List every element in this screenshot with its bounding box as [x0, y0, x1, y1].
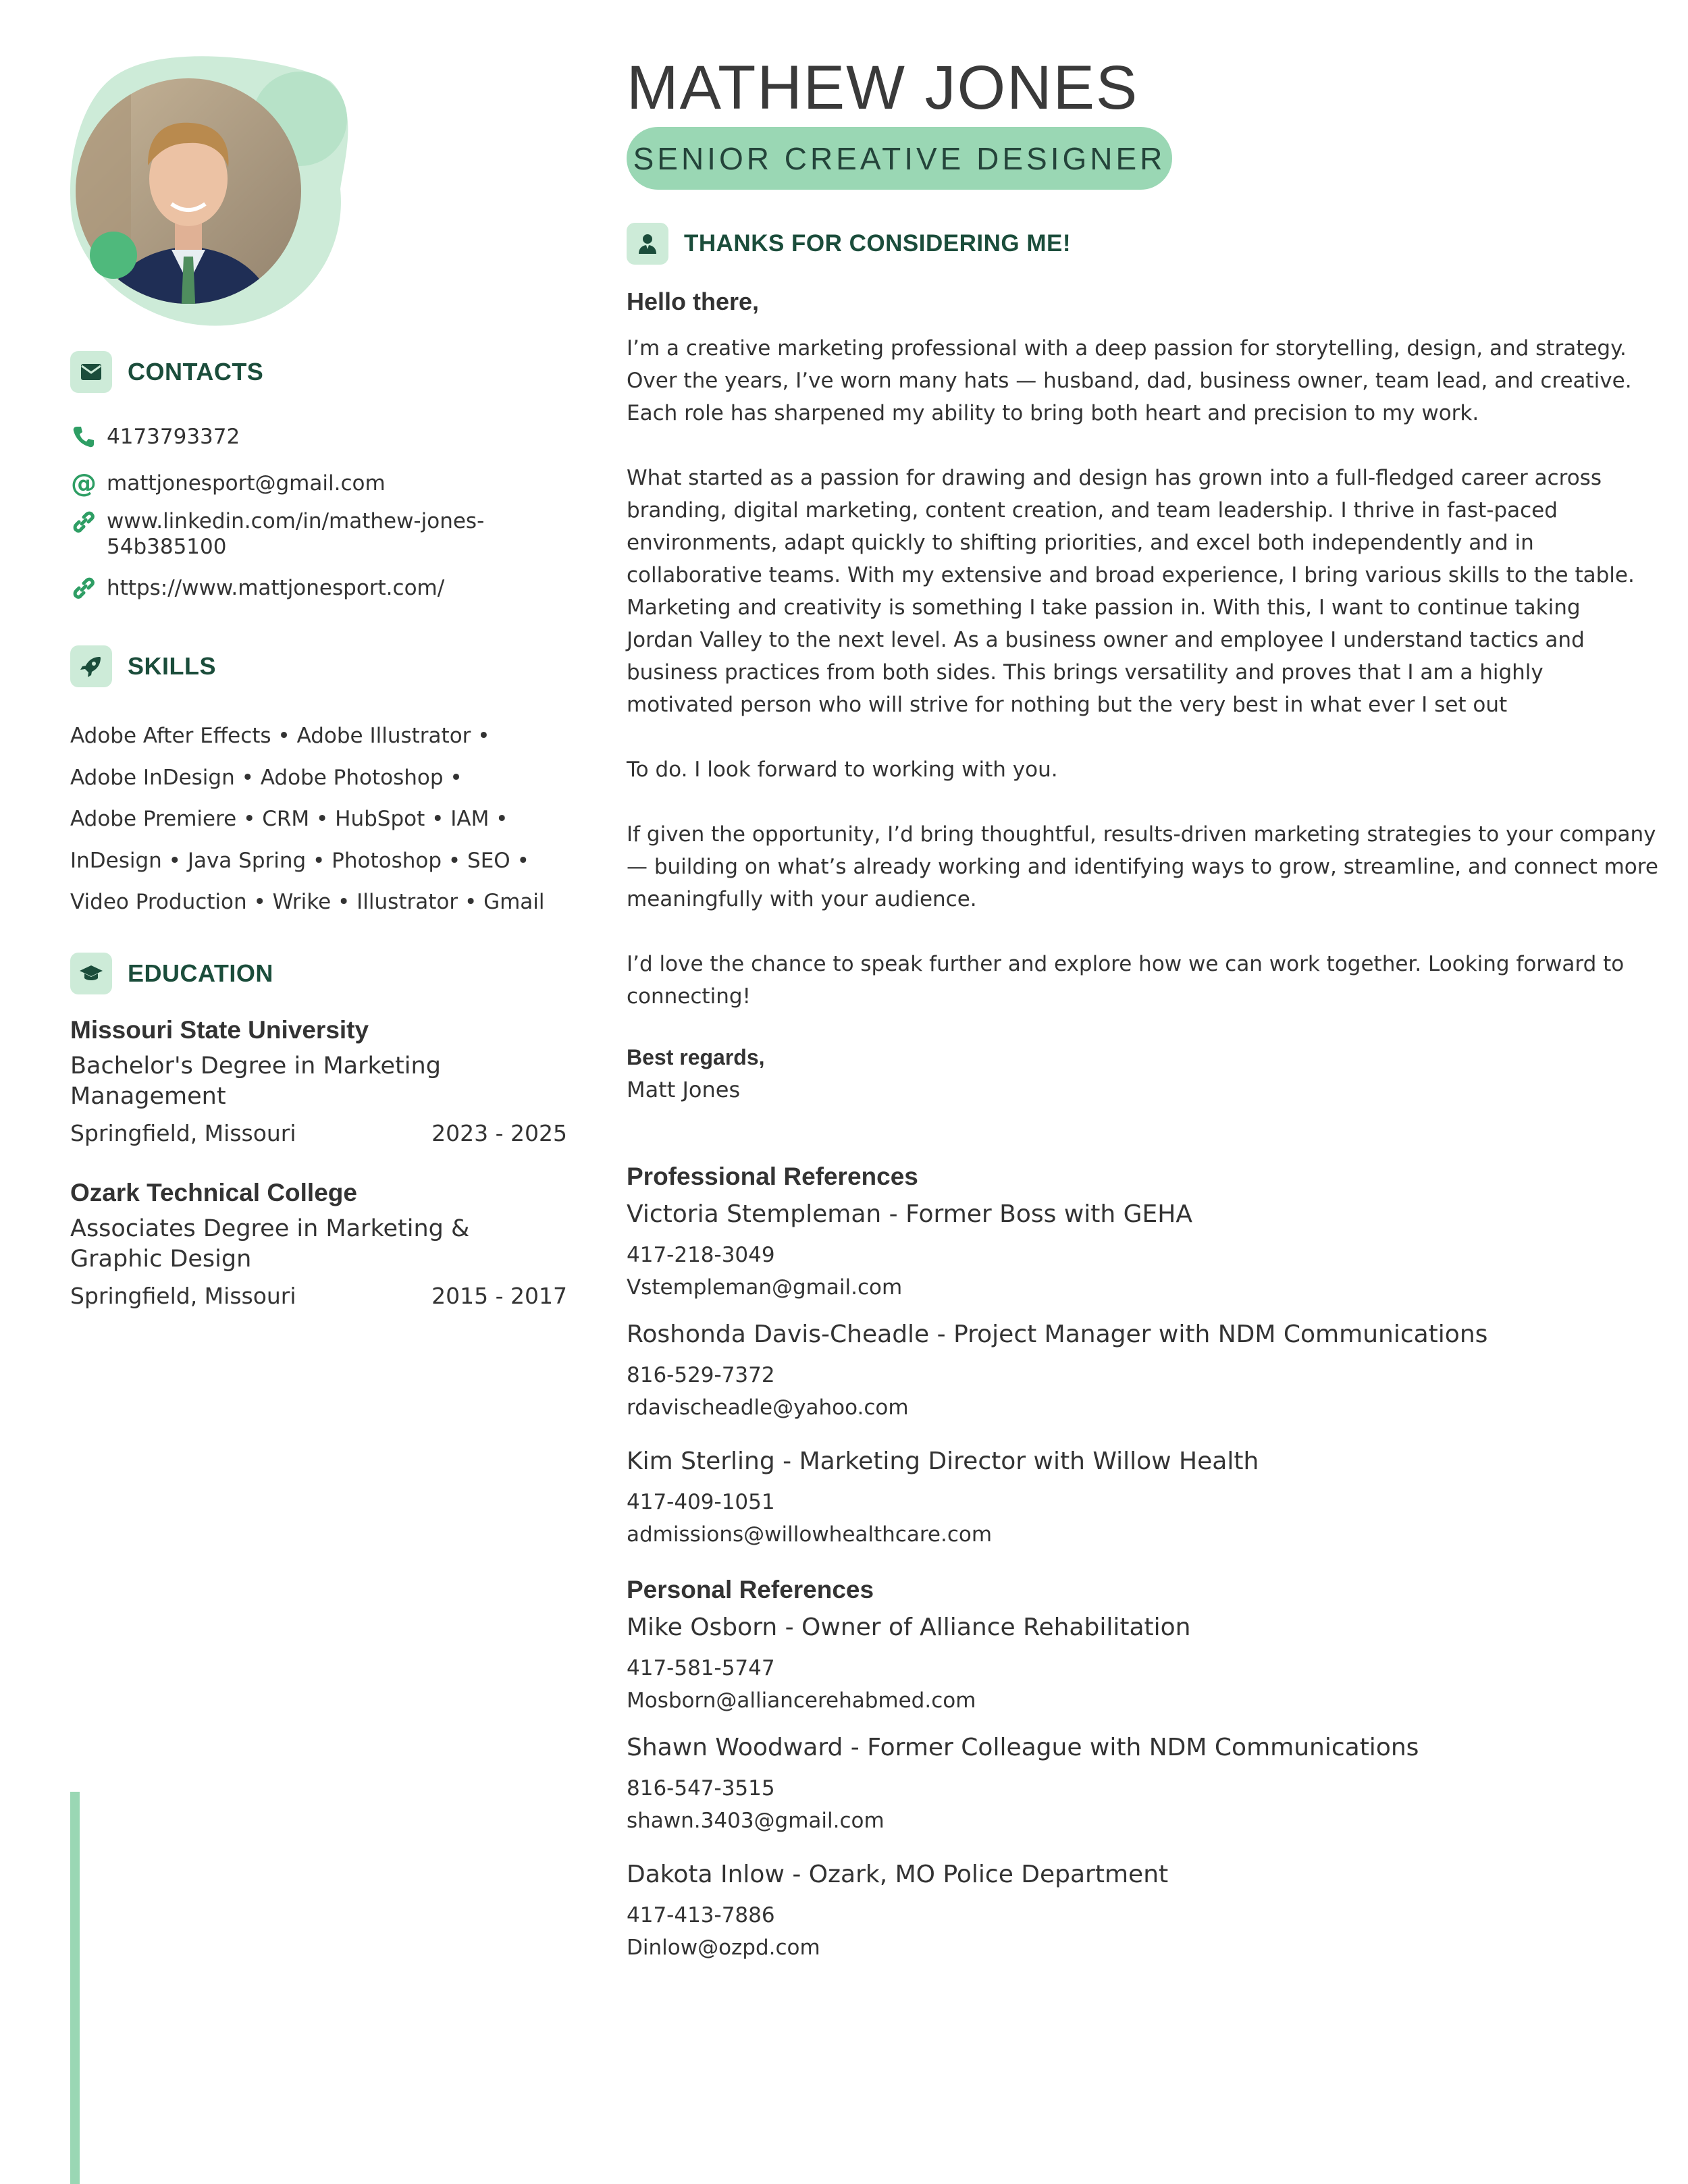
- personal-references-heading: Personal References: [627, 1576, 874, 1603]
- graduation-cap-icon: [70, 953, 112, 994]
- reference-item: [627, 1200, 1192, 1300]
- contact-email[interactable]: [70, 470, 386, 497]
- professional-references-heading: Professional References: [627, 1163, 918, 1190]
- reference-name: Victoria Stempleman - Former Boss with GEHA: [627, 1200, 1193, 1228]
- link-icon: [70, 575, 97, 602]
- at-sign-icon: @: [71, 469, 97, 498]
- profile-photo: [70, 54, 354, 338]
- reference-phone: 816-547-3515: [627, 1776, 775, 1801]
- contacts-title: CONTACTS: [128, 358, 264, 385]
- envelope-icon: [70, 351, 112, 393]
- reference-name: Mike Osborn - Owner of Alliance Rehabilitation: [627, 1614, 1191, 1641]
- skills-title: SKILLS: [128, 652, 217, 680]
- school-name: Missouri State University: [70, 1016, 369, 1044]
- reference-email: Vstempleman@gmail.com: [627, 1275, 903, 1300]
- reference-item: [627, 1734, 1419, 1833]
- reference-name: Kim Sterling - Marketing Director with Willow Health: [627, 1447, 1259, 1475]
- letter-paragraph: I’m a creative marketing professional with a deep passion for storytelling, design, and strategy. Over the years, I’ve worn many hats — husband, dad, business owner, team lead, and creative. Each role has sharpened my ability to bring both heart and precision to my work.: [627, 336, 1632, 425]
- letter-paragraph: I’d love the chance to speak further and explore how we can work together. Looking forward to connecting!: [627, 952, 1625, 1009]
- signature: Matt Jones: [627, 1077, 741, 1102]
- reference-phone: 816-529-7372: [627, 1363, 775, 1387]
- linkedin-value: www.linkedin.com/in/mathew-jones-54b385100: [107, 509, 485, 559]
- reference-email: Mosborn@alliancerehabmed.com: [627, 1688, 976, 1713]
- location: Springfield, Missouri: [70, 1283, 296, 1309]
- greeting: Hello there,: [627, 288, 760, 315]
- reference-phone: 417-218-3049: [627, 1243, 775, 1267]
- letter-paragraph: What started as a passion for drawing and design has grown into a full-fledged career across branding, digital marketing, content creation, and team leadership. I thrive in fast-paced environments, adapt quickly to shifting priorities, and excel both independently and in collaborative teams. With my extensive and broad experience, I bring various skills to the table. Marketing and creativity is something I take passion in. With this, I want to continue taking Jordan Valley to the next level. As a business owner and employee I understand tactics and business practices from both sides. This brings versatility and proves that I am a highly motivated person who will strive for nothing but the very best in what ever I set out: [627, 466, 1635, 717]
- skills-header: [70, 645, 216, 687]
- skills-line: Adobe InDesign • Adobe Photoshop •: [70, 765, 463, 790]
- photo-frame: [70, 54, 354, 338]
- contact-website[interactable]: [70, 575, 444, 602]
- phone-icon: [70, 423, 97, 450]
- letter-paragraph: If given the opportunity, I’d bring thoughtful, results-driven marketing strategies to your company — building on what’s already working and identifying ways to grow, streamline, and connect more meaningfully with your audience.: [627, 822, 1658, 911]
- contacts-header: [70, 351, 263, 393]
- email-value: mattjonesport@gmail.com: [107, 471, 386, 496]
- years: 2015 - 2017: [431, 1283, 567, 1309]
- contact-linkedin[interactable]: [70, 508, 539, 560]
- reference-phone: 417-413-7886: [627, 1903, 775, 1927]
- accent-bar: [70, 1792, 80, 2184]
- reference-email: shawn.3403@gmail.com: [627, 1809, 885, 1833]
- years: 2023 - 2025: [431, 1120, 567, 1146]
- school-name: Ozark Technical College: [70, 1179, 357, 1206]
- degree: Bachelor's Degree in Marketing Management: [70, 1053, 441, 1110]
- letter-header: [627, 223, 1071, 265]
- letter-paragraph: To do. I look forward to working with you.: [627, 757, 1058, 782]
- reference-email: rdavischeadle@yahoo.com: [627, 1395, 909, 1420]
- user-icon: [627, 223, 668, 265]
- reference-phone: 417-581-5747: [627, 1656, 775, 1680]
- reference-name: Shawn Woodward - Former Colleague with NDM Communications: [627, 1734, 1419, 1761]
- cover-letter-body: [627, 332, 1658, 1045]
- reference-item: [627, 1861, 1168, 1960]
- closing: Best regards,: [627, 1045, 765, 1069]
- skills-line: Video Production • Wrike • Illustrator • Gmail: [70, 890, 545, 914]
- job-title: SENIOR CREATIVE DESIGNER: [633, 140, 1166, 176]
- education-item: [70, 1016, 567, 1146]
- letter-title: THANKS FOR CONSIDERING ME!: [684, 230, 1071, 257]
- skills-line: Adobe After Effects • Adobe Illustrator •: [70, 724, 490, 748]
- reference-name: Dakota Inlow - Ozark, MO Police Department: [627, 1861, 1169, 1888]
- education-item: [70, 1179, 567, 1309]
- reference-item: [627, 1447, 1259, 1547]
- reference-name: Roshonda Davis-Cheadle - Project Manager with NDM Communications: [627, 1321, 1488, 1348]
- reference-phone: 417-409-1051: [627, 1490, 775, 1514]
- link-icon: [70, 508, 97, 535]
- contact-phone[interactable]: [70, 423, 240, 450]
- reference-item: [627, 1321, 1487, 1420]
- reference-email: Dinlow@ozpd.com: [627, 1936, 820, 1960]
- skills-list: [70, 716, 570, 924]
- reference-item: [627, 1614, 1191, 1713]
- rocket-icon: [70, 645, 112, 687]
- reference-email: admissions@willowhealthcare.com: [627, 1522, 993, 1547]
- website-value: https://www.mattjonesport.com/: [107, 576, 445, 600]
- education-header: [70, 953, 273, 994]
- job-title-badge: [627, 127, 1172, 190]
- degree: Associates Degree in Marketing & Graphic Design: [70, 1215, 470, 1273]
- skills-line: Adobe Premiere • CRM • HubSpot • IAM •: [70, 807, 508, 831]
- education-title: EDUCATION: [128, 959, 273, 987]
- phone-value: 4173793372: [107, 425, 240, 449]
- skills-line: InDesign • Java Spring • Photoshop • SEO •: [70, 848, 529, 873]
- location: Springfield, Missouri: [70, 1120, 296, 1146]
- candidate-name: MATHEW JONES: [627, 53, 1139, 122]
